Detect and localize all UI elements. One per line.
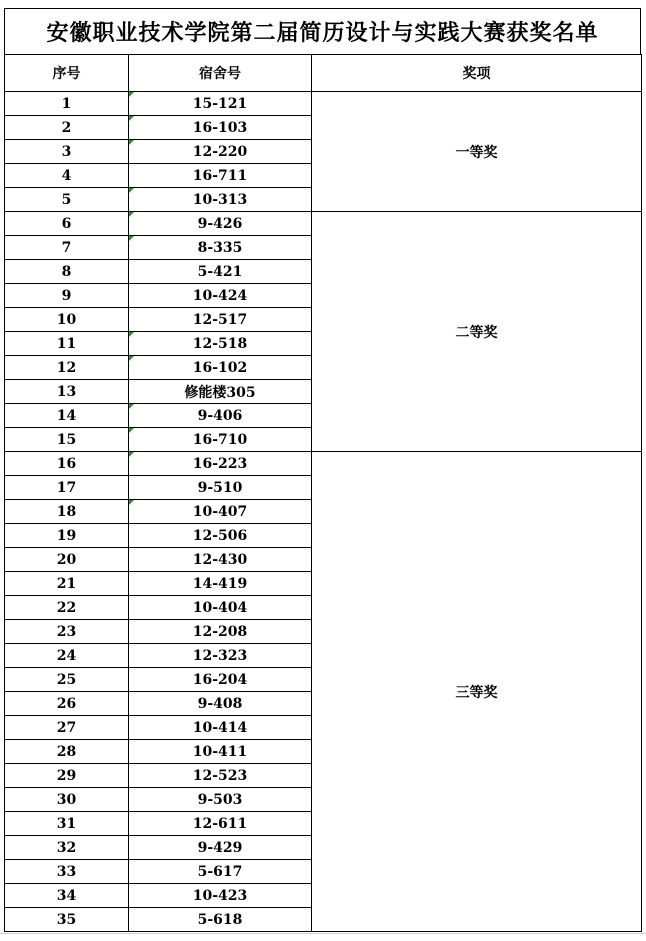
dorm-cell[interactable]: 16-711 (129, 164, 312, 188)
award-table-body (5, 92, 642, 932)
seq-cell[interactable]: 8 (5, 260, 129, 284)
award-cell-first[interactable]: 一等奖 (312, 92, 642, 212)
dorm-cell[interactable]: 12-517 (129, 308, 312, 332)
seq-cell[interactable]: 15 (5, 428, 129, 452)
header-award[interactable]: 奖项 (312, 55, 642, 92)
seq-cell[interactable]: 32 (5, 836, 129, 860)
seq-cell[interactable]: 25 (5, 668, 129, 692)
table-row (5, 452, 642, 476)
seq-cell[interactable]: 23 (5, 620, 129, 644)
seq-cell[interactable]: 30 (5, 788, 129, 812)
seq-cell[interactable]: 33 (5, 860, 129, 884)
table-row (5, 92, 642, 116)
seq-cell[interactable]: 1 (5, 92, 129, 116)
seq-cell[interactable]: 4 (5, 164, 129, 188)
dorm-cell[interactable]: 10-313 (129, 188, 312, 212)
seq-cell[interactable]: 14 (5, 404, 129, 428)
seq-cell[interactable]: 2 (5, 116, 129, 140)
dorm-cell[interactable]: 12-220 (129, 140, 312, 164)
seq-cell[interactable]: 29 (5, 764, 129, 788)
seq-cell[interactable]: 3 (5, 140, 129, 164)
seq-cell[interactable]: 31 (5, 812, 129, 836)
dorm-cell[interactable]: 9-510 (129, 476, 312, 500)
seq-cell[interactable]: 10 (5, 308, 129, 332)
dorm-cell[interactable]: 8-335 (129, 236, 312, 260)
page-title: 安徽职业技术学院第二届简历设计与实践大赛获奖名单 (4, 8, 641, 54)
seq-cell[interactable]: 26 (5, 692, 129, 716)
award-table (4, 54, 642, 932)
dorm-cell[interactable]: 9-406 (129, 404, 312, 428)
seq-cell[interactable]: 9 (5, 284, 129, 308)
dorm-cell[interactable]: 10-424 (129, 284, 312, 308)
dorm-cell[interactable]: 10-414 (129, 716, 312, 740)
seq-cell[interactable]: 21 (5, 572, 129, 596)
header-row (5, 55, 642, 92)
table-row (5, 212, 642, 236)
seq-cell[interactable]: 22 (5, 596, 129, 620)
dorm-cell[interactable]: 12-430 (129, 548, 312, 572)
seq-cell[interactable]: 12 (5, 356, 129, 380)
dorm-cell[interactable]: 12-611 (129, 812, 312, 836)
dorm-cell[interactable]: 9-503 (129, 788, 312, 812)
seq-cell[interactable]: 35 (5, 908, 129, 932)
dorm-cell[interactable]: 5-618 (129, 908, 312, 932)
seq-cell[interactable]: 16 (5, 452, 129, 476)
award-cell-second[interactable]: 二等奖 (312, 212, 642, 452)
dorm-cell[interactable]: 12-518 (129, 332, 312, 356)
dorm-cell[interactable]: 14-419 (129, 572, 312, 596)
seq-cell[interactable]: 17 (5, 476, 129, 500)
dorm-cell[interactable]: 修能楼305 (129, 380, 312, 404)
dorm-cell[interactable]: 9-426 (129, 212, 312, 236)
dorm-cell[interactable]: 12-506 (129, 524, 312, 548)
seq-cell[interactable]: 18 (5, 500, 129, 524)
dorm-cell[interactable]: 9-408 (129, 692, 312, 716)
seq-cell[interactable]: 13 (5, 380, 129, 404)
dorm-cell[interactable]: 16-102 (129, 356, 312, 380)
header-dorm[interactable]: 宿舍号 (129, 55, 312, 92)
dorm-cell[interactable]: 5-421 (129, 260, 312, 284)
seq-cell[interactable]: 6 (5, 212, 129, 236)
dorm-cell[interactable]: 10-404 (129, 596, 312, 620)
dorm-cell[interactable]: 15-121 (129, 92, 312, 116)
seq-cell[interactable]: 7 (5, 236, 129, 260)
header-seq[interactable]: 序号 (5, 55, 129, 92)
dorm-cell[interactable]: 9-429 (129, 836, 312, 860)
seq-cell[interactable]: 28 (5, 740, 129, 764)
dorm-cell[interactable]: 5-617 (129, 860, 312, 884)
dorm-cell[interactable]: 16-710 (129, 428, 312, 452)
dorm-cell[interactable]: 12-323 (129, 644, 312, 668)
dorm-cell[interactable]: 16-223 (129, 452, 312, 476)
dorm-cell[interactable]: 16-204 (129, 668, 312, 692)
dorm-cell[interactable]: 10-411 (129, 740, 312, 764)
seq-cell[interactable]: 20 (5, 548, 129, 572)
seq-cell[interactable]: 5 (5, 188, 129, 212)
dorm-cell[interactable]: 10-423 (129, 884, 312, 908)
seq-cell[interactable]: 11 (5, 332, 129, 356)
seq-cell[interactable]: 24 (5, 644, 129, 668)
dorm-cell[interactable]: 12-523 (129, 764, 312, 788)
seq-cell[interactable]: 34 (5, 884, 129, 908)
seq-cell[interactable]: 27 (5, 716, 129, 740)
award-cell-third[interactable]: 三等奖 (312, 452, 642, 932)
dorm-cell[interactable]: 10-407 (129, 500, 312, 524)
dorm-cell[interactable]: 16-103 (129, 116, 312, 140)
sheet-bottom-edge (0, 933, 646, 934)
dorm-cell[interactable]: 12-208 (129, 620, 312, 644)
seq-cell[interactable]: 19 (5, 524, 129, 548)
